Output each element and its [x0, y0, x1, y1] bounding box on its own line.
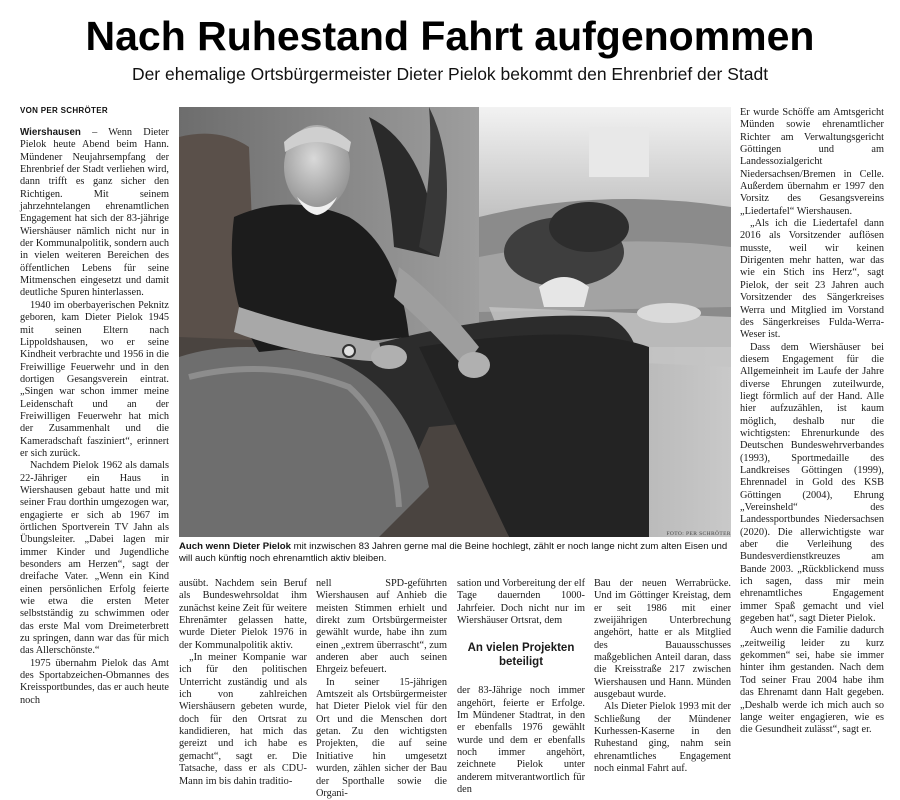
- article-column-3: [316, 578, 447, 799]
- article-paragraph: Auch wenn die Familie dadurch „zeitweilig leider zu kurz gekommen“ sei, habe sie immer hinter ihm gestanden. Nach dem Tod seiner Frau 2004 habe ihm das Ehrenamt dann Halt gegeben. „Deshalb werde ich mich auch so lange weiter engagieren, wie es die Gesundheit zulässt“, sagt er.: [740, 625, 884, 736]
- article-paragraph: Nachdem Pielok 1962 als damals 22-Jähriger ein Haus in Wiershausen gebaut hatte und mit seiner Frau dorthin umgezogen war, engagierte er sich ab 1967 im örtlichen Sportverein TV Jahn als Übungsleiter. „Dabei lagen mir immer Kinder und Jugendliche besonders am Herzen“, sagt der dreifache Vater. „Wenn ein Kind einen persönlichen Erfolg feierte wie etwa die ersten Meter selbstständig zu schwimmen oder das erste Mal vom Dreimeterbrett zu springen, dann war das für mich das Allerschönste.“: [20, 460, 169, 657]
- article-column-1: [20, 127, 169, 779]
- article-paragraph: Bau der neuen Werrabrücke. Und im Göttinger Kreistag, dem er seit 1986 mit einer zweijährigen Unterbrechung angehört, hatte er als Mitglied des Bauausschusses maßgeblichen Anteil daran, dass die Kreisstraße 217 zwischen Wiershausen und Hann. Münden ausgebaut wurde.: [594, 578, 731, 701]
- photo-caption: [179, 541, 731, 565]
- article-paragraph: sation und Vorbereitung der elf Tage dauernden 1000-Jahrfeier. Doch nicht nur im Wiershäuser Ortsrat, dem: [457, 578, 585, 627]
- article-paragraph: Wiershausen – Wenn Dieter Pielok heute Abend beim Hann. Mündener Neujahrsempfang der Ehrenbrief der Stadt verliehen wird, dann trifft es ganz sicher den Richtigen. Mit seinem jahrzehntelangen ehrenamtlichen Engagement hat sich der 83-jährige Wiershäuser nämlich nicht nur in der Kommunalpolitik, sondern auch in vielen weiteren Bereichen des öffentlichen Lebens für seine Mitmenschen eingesetzt und damit deutliche Spuren hinterlassen.: [20, 127, 169, 299]
- article-column-5: [594, 578, 731, 780]
- article-paragraph: Dass dem Wiershäuser bei diesem Engagement für die Allgemeinheit im Laufe der Jahre diverse Ehrungen zuteilwurde, liegt förmlich auf der Hand. Alle hier aufzuzählen, ist kaum möglich, deshalb nur die wichtigsten: Ehrenurkunde des Deutschen Bundeswehrverbandes (1993), Sportmedaille des Landkreises Göttingen (1999), Ehrennadel in Gold des KSB Göttingen (2004), Ehrung „Vereinsheld“ des Landessportbundes Niedersachsen (2020). Die allerwichtigste war aber die Verleihung des Bundesverdienstkreuzes am Bande 2003. „Rückblickend muss ich sagen, dass mir mein ehrenamtliches Engagement immer Spaß gemacht und viel gegeben hat“, sagt Dieter Pielok.: [740, 341, 884, 625]
- subheadline: Der ehemalige Ortsbürgermeister Dieter Pielok bekommt den Ehrenbrief der Stadt: [131, 64, 769, 84]
- photo-credit: FOTO: PER SCHRÖTER: [666, 531, 731, 537]
- dateline-location: Wiershausen: [20, 127, 81, 138]
- article-paragraph: Er wurde Schöffe am Amtsgericht Münden sowie ehrenamtlicher Richter am Verwaltungsgericht Göttingen und am Landessozialgericht Niedersachsen/Bremen in Celle. Außerdem übernahm er 1997 den Vorsitz des Gesangsvereins „Liedertafel“ Wiershausen.: [740, 107, 884, 217]
- article-paragraph: 1940 im oberbayerischen Peknitz geboren, kam Dieter Pielok 1945 mit seinen Eltern nach Lippoldshausen, wo er seine Kindheit verbrachte und 1956 in die Freiwillige Feuerwehr und in den dortigen Gesangsverein eintrat. „Singen war schon immer meine Leidenschaft und an der Freiwilligen Feuerwehr hat mich der Zusammenhalt und die Kameradschaft fasziniert“, erinnert er sich zurück.: [20, 299, 169, 459]
- headline: Nach Ruhestand Fahrt aufgenommen: [85, 13, 815, 59]
- article-subhead: An vielen Projekten beteiligt: [467, 642, 575, 669]
- article-paragraph: „Als ich die Liedertafel dann 2016 als Vorsitzender auflösen musste, weil wir keinen Dirigenten mehr hatten, war das wie ein Stich ins Herz“, sagt Pielok, der seit 23 Jahren auch Vorsitzender des Sängerkreises Werra und Mitglied im Vorstand des Sängerkreises Fulda-Werra-Weser ist.: [740, 218, 884, 341]
- article-paragraph: der 83-Jährige noch immer angehört, feierte er Erfolge. Im Mündener Stadtrat, in den er ebenfalls 1976 gewählt wurde und dem er ebenfalls noch immer angehört, zeichnete Pielok unter anderem mitverantwortlich für den: [457, 685, 585, 796]
- caption-text: mit inzwischen 83 Jahren gerne mal die Beine hochlegt, zählt er noch lange nicht zum alten Eisen und will auch künftig noch ehrenamtlich aktiv bleiben.: [179, 541, 728, 564]
- article-paragraph: ausübt. Nachdem sein Beruf als Bundeswehrsoldat ihm zunächst keine Zeit für weitere Ehrenämter gelassen hatte, wurde Dieter Pielok 1976 in der Kommunalpolitik aktiv.: [179, 578, 307, 651]
- byline: VON PER SCHRÖTER: [20, 106, 108, 115]
- article-paragraph: nell SPD-geführten Wiershausen auf Anhieb die meisten Stimmen erhielt und direkt zum Ortsbürgermeister gewählt wurde, habe ihn zum einen „extrem überrascht“, zum anderen aber auch seinen Ehrgeiz befeuert.: [316, 578, 447, 676]
- article-paragraph: Als Dieter Pielok 1993 mit der Schließung der Mündener Kurhessen-Kaserne in den Ruhestand ging, nahm sein ehrenamtliches Engagement noch einmal Fahrt auf.: [594, 701, 731, 775]
- caption-lead: Auch wenn Dieter Pielok: [179, 541, 291, 552]
- article-paragraph: In seiner 15-jährigen Amtszeit als Ortsbürgermeister hat Dieter Pielok viel für den Ort und die Menschen dort getan. Zu den wichtigsten Projekten, die auf seine Initiative hin umgesetzt wurden, zählen sicher der Bau der Sporthalle sowie die Organi-: [316, 676, 447, 799]
- article-paragraph: 1975 übernahm Pielok das Amt des Sportabzeichen-Obmannes des Kreissportbundes, das er auch heute noch: [20, 657, 169, 706]
- article-photo: [179, 107, 731, 537]
- article-column-4: [457, 578, 585, 796]
- photo-man-in-armchair: [179, 107, 731, 537]
- article-column-6: [740, 107, 884, 780]
- article-column-2: [179, 578, 307, 787]
- article-paragraph: „In meiner Kompanie war ich für den politischen Unterricht zuständig und als ich von zahlreichen Wiershäusern gebeten wurde, doch für den Ortsrat zu kandidieren, hat mich das gereizt und ich habe es gemacht“, sagt er. Die Tatsache, dass er als CDU-Mann im bis dahin traditio-: [179, 652, 307, 787]
